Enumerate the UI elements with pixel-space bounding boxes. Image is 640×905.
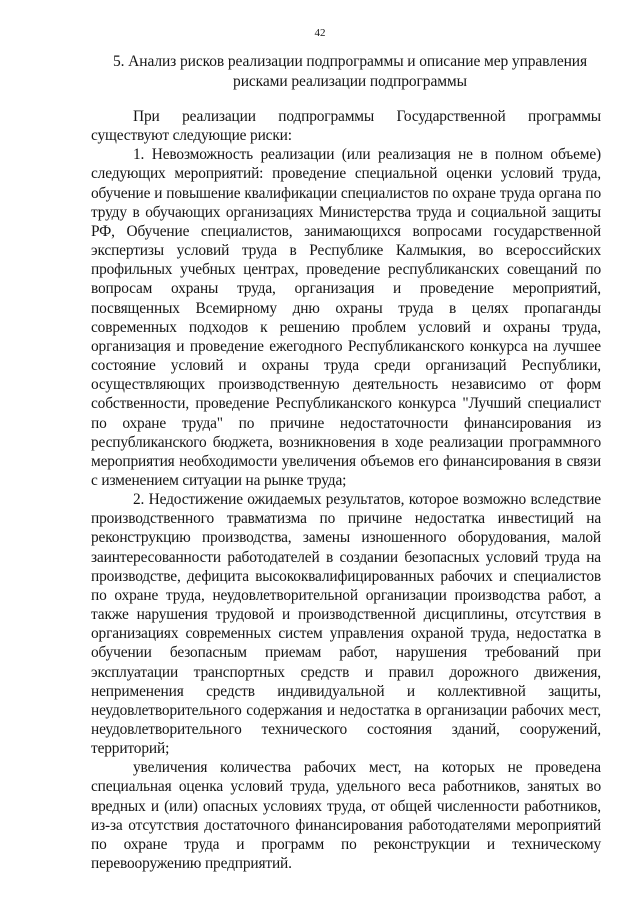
body-text [91, 107, 601, 873]
page-number: 42 [314, 27, 326, 39]
section-heading: 5. Анализ рисков реализации подпрограммы и описание мер управления рисками реализации подпрограммы [112, 53, 588, 90]
paragraph-intro: При реализации подпрограммы Государственной программы существуют следующие риски: [91, 108, 601, 145]
paragraph-risk-2-continued: увеличения количества рабочих мест, на которых не проведена специальная оценка условий труда, удельного веса работников, занятых во вредных и (или) опасных условиях труда, от общей численности работников, из-за отсутствия достаточного финансирования работодателями мероприятий по охране труда и программ по реконструкции и техническому перевооружению предприятий. [91, 759, 601, 873]
paragraph-risk-1: 1. Невозможность реализации (или реализация не в полном объеме) следующих мероприятий: проведение специальной оценки условий труда, обучение и повышение квалификации специалистов по охране труда органа по труду в обучающих организациях Министерства труда и социальной защиты РФ, Обучение специалистов, занимающихся вопросами государственной экспертизы условий труда в Республике Калмыкия, во всероссийских профильных учебных центрах, проведение республиканских совещаний по вопросам охраны труда, организация и проведение мероприятий, посвященных Всемирному дню охраны труда в целях пропаганды современных подходов к решению проблем условий и охраны труда, организация и проведение ежегодного Республиканского конкурса на лучшее состояние условий и охраны труда среди организаций Республики, осуществляющих производственную деятельность независимо от форм собственности, проведение Республиканского конкурса "Лучший специалист по охране труда" по причине недостаточности финансирования из республиканского бюджета, возникновения в ходе реализации программного мероприятия необходимости увеличения объемов его финансирования в связи с изменением ситуации на рынке труда; [91, 146, 601, 489]
paragraph-risk-2: 2. Недостижение ожидаемых результатов, которое возможно вследствие производственного травматизма по причине недостатка инвестиций на реконструкцию производства, замены изношенного оборудования, малой заинтересованности работодателей в создании безопасных условий труда на производстве, дефицита высококвалифицированных рабочих и специалистов по охране труда, неудовлетворительной организации производства работ, а также нарушения трудовой и производственной дисциплины, отсутствия в организациях современных систем управления охраной труда, недостатка в обучении безопасным приемам работ, нарушения требований при эксплуатации транспортных средств и правил дорожного движения, неприменения средств индивидуальной и коллективной защиты, неудовлетворительного содержания и недостатка в организации рабочих мест, неудовлетворительного технического состояния зданий, сооружений, территорий; [91, 491, 601, 758]
